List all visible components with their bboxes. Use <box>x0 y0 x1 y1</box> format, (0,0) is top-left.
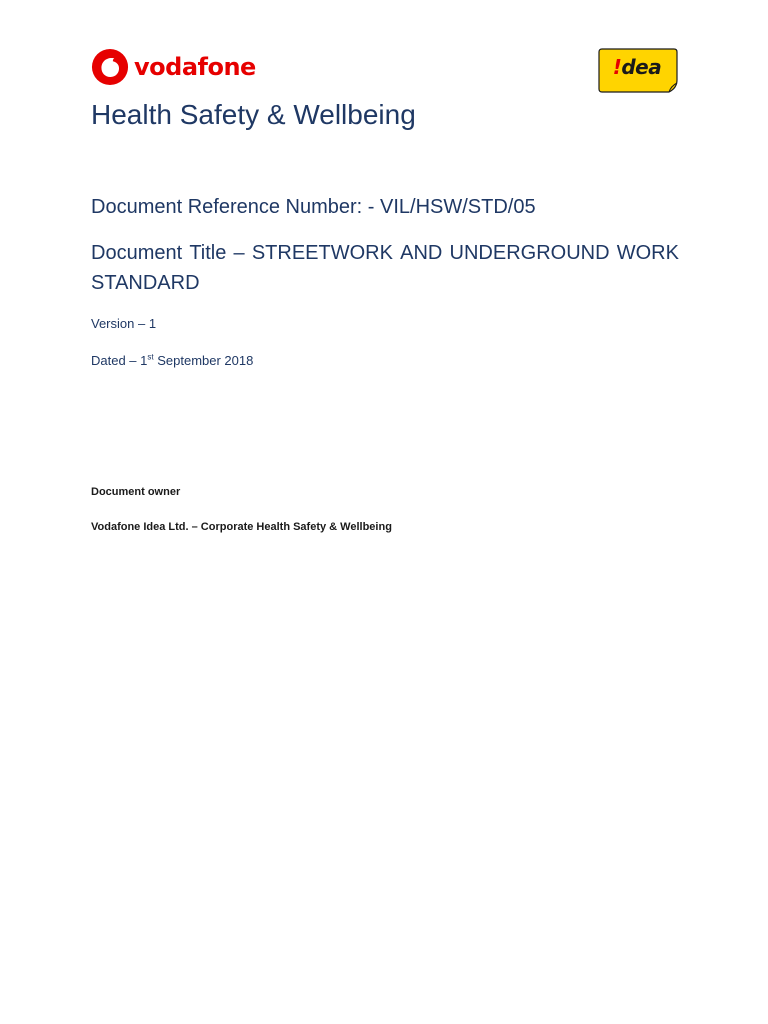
document-version: Version – 1 <box>91 316 157 331</box>
idea-bang: ! <box>612 55 622 79</box>
document-title-word: – <box>233 242 245 264</box>
date-prefix: Dated – 1 <box>91 353 148 368</box>
date-ordinal-suffix: st <box>147 352 154 362</box>
idea-wordmark-text: dea <box>621 55 662 79</box>
document-title <box>91 238 679 298</box>
idea-logo <box>598 48 678 94</box>
document-title-word: UNDERGROUND <box>449 242 610 264</box>
page-title: Health Safety & Wellbeing <box>91 99 416 130</box>
vodafone-wordmark: vodafone <box>134 53 256 81</box>
vodafone-speechmark-icon <box>91 48 129 86</box>
document-reference: Document Reference Number: - VIL/HSW/STD/05 <box>91 196 536 218</box>
document-title-word: AND <box>400 242 443 264</box>
document-title-line1 <box>91 238 679 268</box>
date-rest: September 2018 <box>153 353 254 368</box>
document-owner-label: Document owner <box>91 486 181 498</box>
idea-wordmark <box>598 57 676 77</box>
document-title-word: Document <box>91 242 183 264</box>
document-title-word: WORK <box>616 242 679 264</box>
vodafone-logo <box>91 48 256 86</box>
document-date <box>91 353 253 368</box>
document-title-word: Title <box>189 242 227 264</box>
document-title-line2: STANDARD <box>91 272 200 294</box>
document-owner-value: Vodafone Idea Ltd. – Corporate Health Safety & Wellbeing <box>91 521 392 533</box>
document-title-word: STREETWORK <box>251 242 393 264</box>
